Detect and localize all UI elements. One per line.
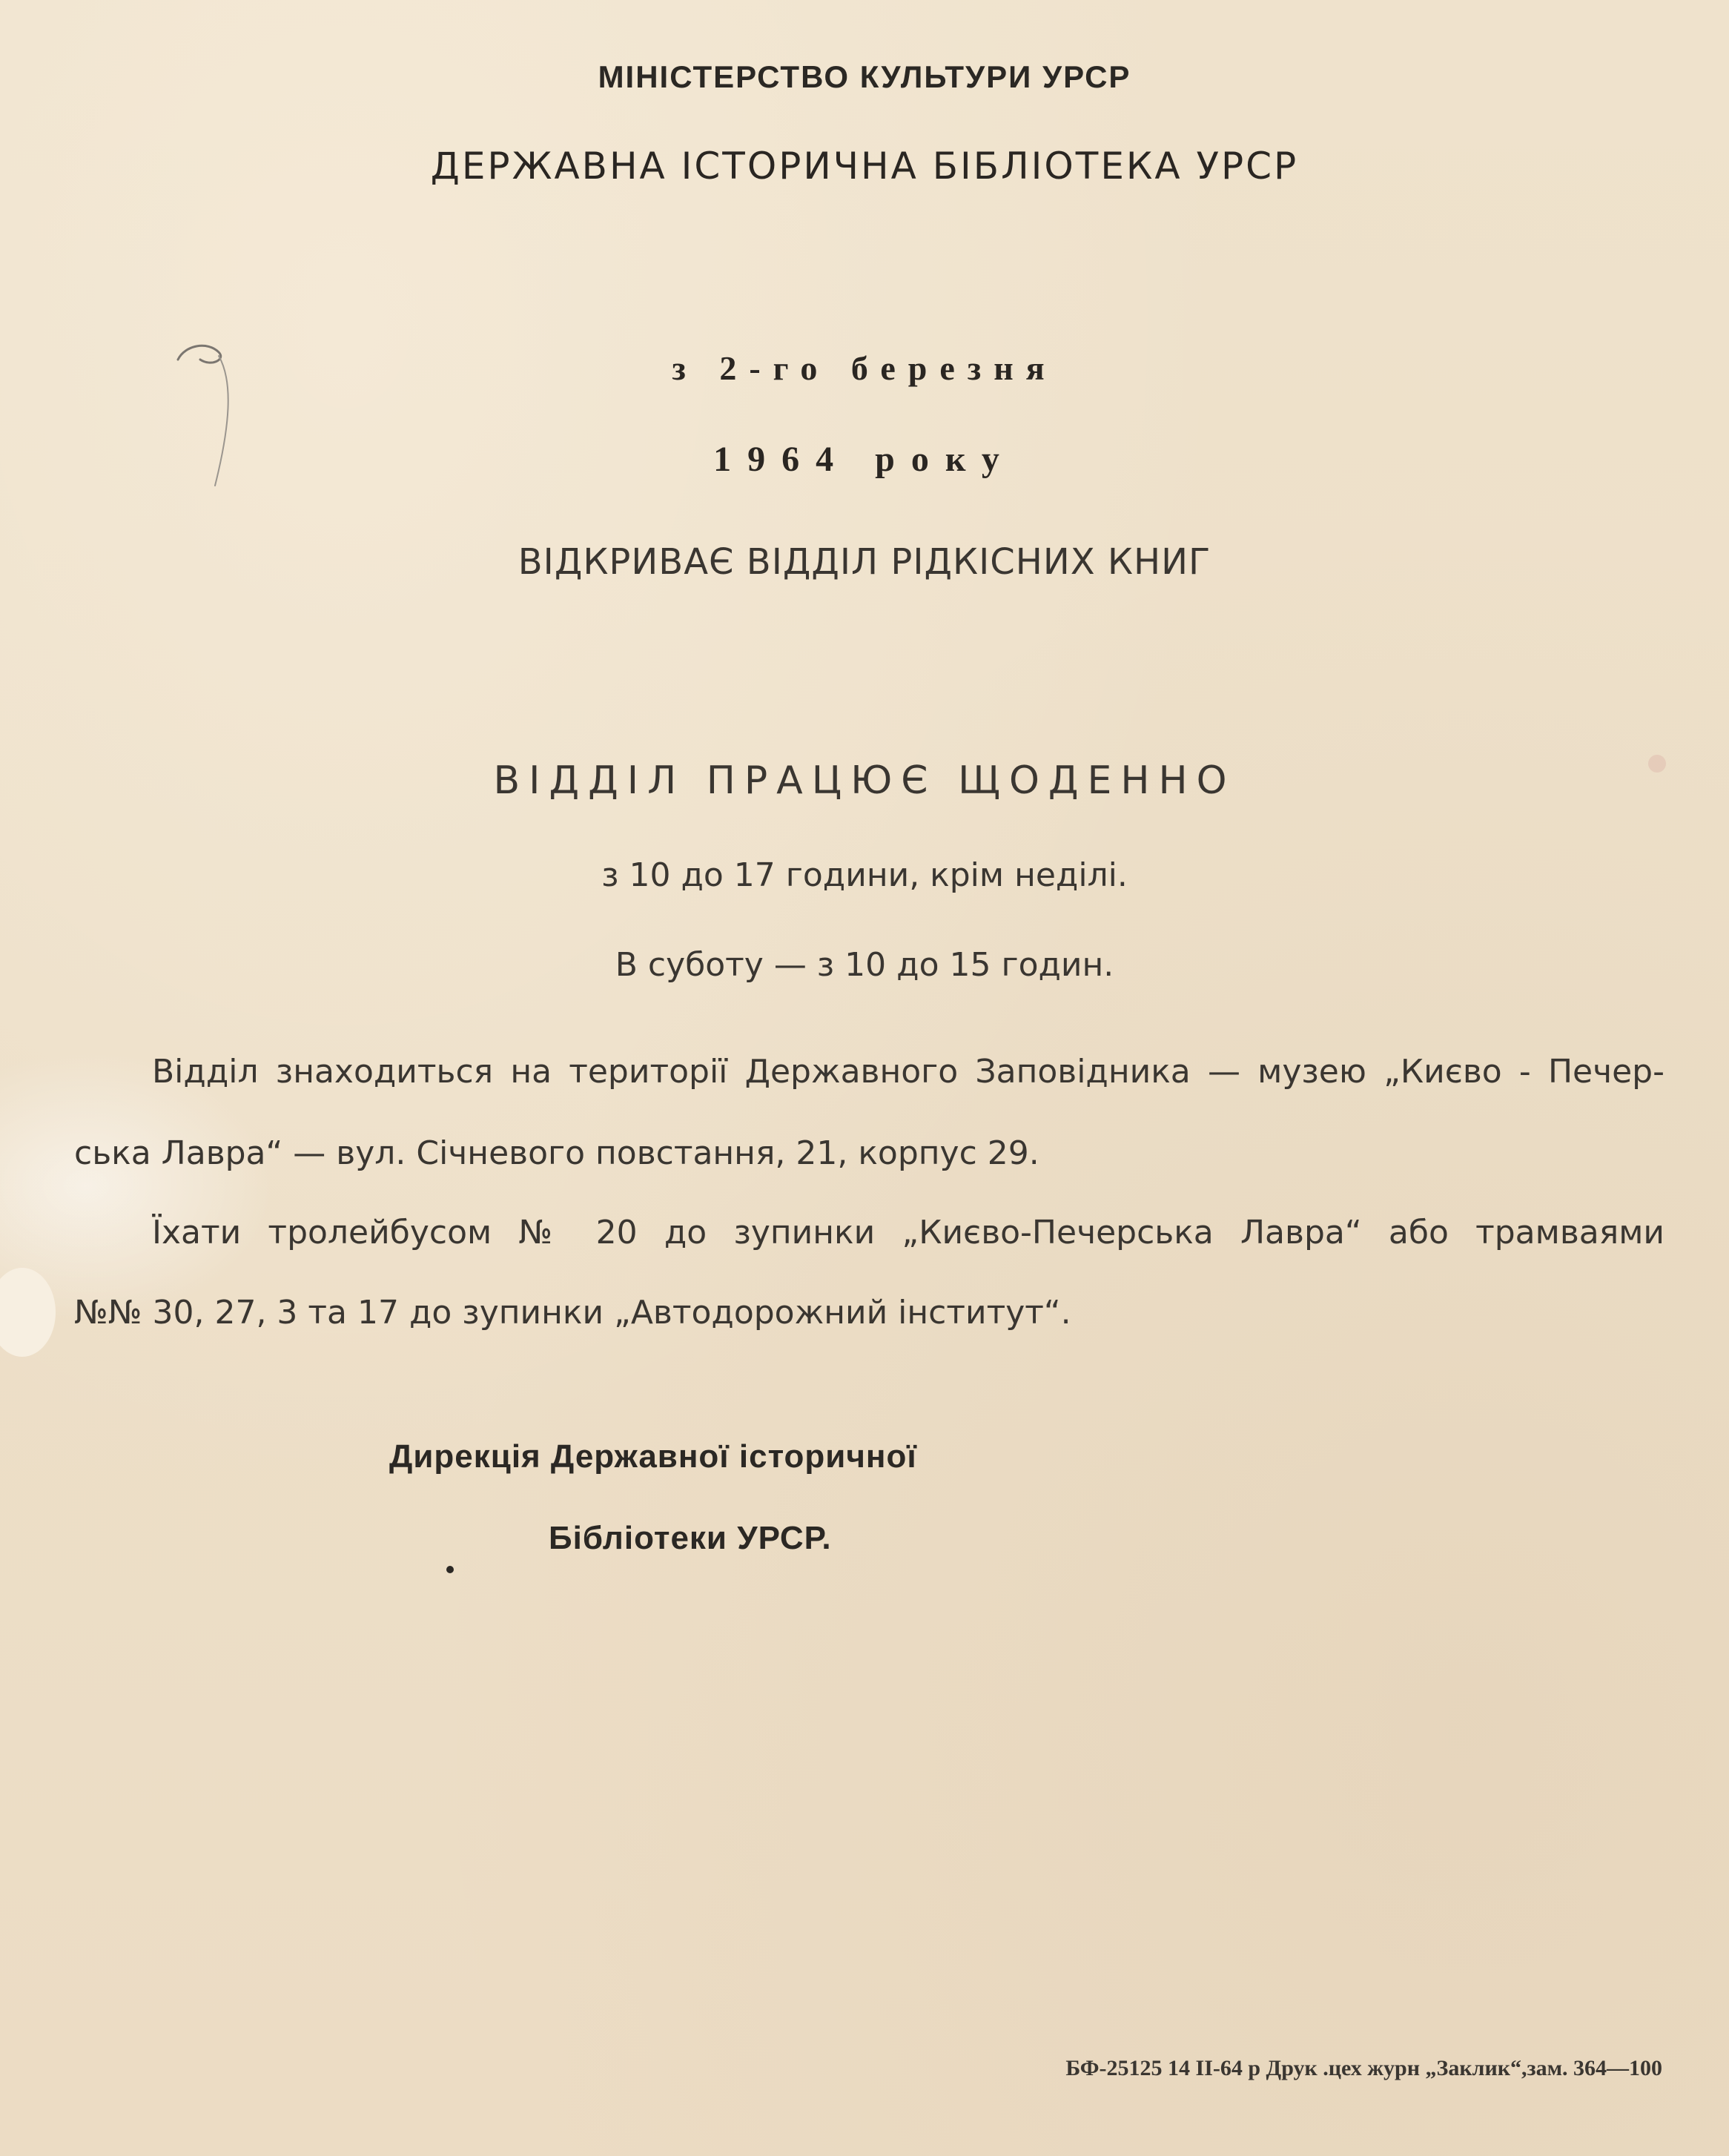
schedule-weekdays: з 10 до 17 години, крім неділі. xyxy=(601,856,1128,894)
stain-mark xyxy=(1642,749,1672,778)
directions-line-1: Їхати тролейбусом № 20 до зупинки „Києво-Печерська Лавра“ або трамваями xyxy=(152,1214,1664,1251)
pencil-mark xyxy=(167,337,263,500)
opening-announcement: ВІДКРИВАЄ ВІДДІЛ РІДКІСНИХ КНИГ xyxy=(518,541,1211,583)
location-line-2: ська Лавра“ — вул. Січневого повстання, 21, корпус 29. xyxy=(74,1134,1039,1172)
schedule-saturday: В суботу — з 10 до 15 годин. xyxy=(615,946,1114,984)
printer-imprint: БФ-25125 14 II-64 р Друк .цех журн „Заклик“,зам. 364—100 xyxy=(1065,2056,1662,2080)
location-line-1: Відділ знаходиться на території Державного Заповідника — музею „Києво - Печер- xyxy=(152,1053,1664,1091)
signature-line-1: Дирекція Державної історичної xyxy=(389,1438,917,1475)
ministry-header: МІНІСТЕРСТВО КУЛЬТУРИ УРСР xyxy=(598,59,1131,94)
directions-line-2: №№ 30, 27, 3 та 17 до зупинки „Автодорожний інститут“. xyxy=(74,1294,1071,1332)
opening-date: з 2-го березня xyxy=(672,349,1057,387)
opening-year: 1964 року xyxy=(713,440,1016,479)
signature-line-2: Бібліотеки УРСР. xyxy=(549,1520,832,1556)
library-header: ДЕРЖАВНА ІСТОРИЧНА БІБЛІОТЕКА УРСР xyxy=(430,145,1299,188)
ink-dot xyxy=(445,1564,455,1575)
paper-tear xyxy=(0,1253,67,1372)
schedule-heading: ВІДДІЛ ПРАЦЮЄ ЩОДЕННО xyxy=(493,758,1236,803)
